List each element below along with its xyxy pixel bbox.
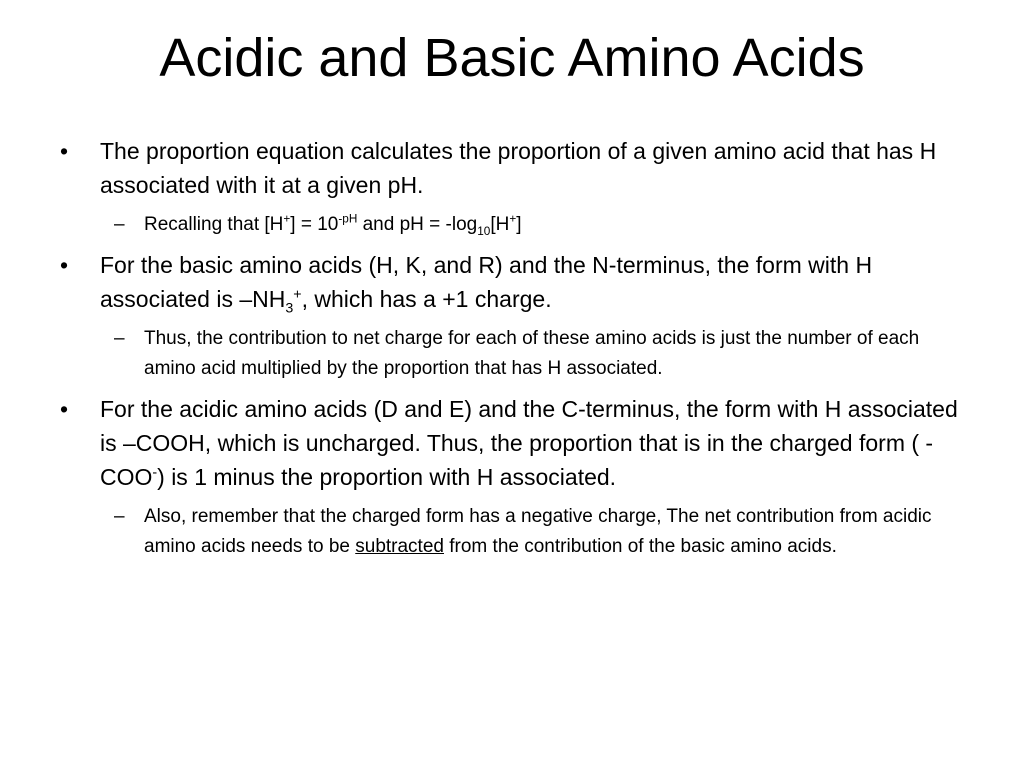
sub-bullet-1 — [60, 210, 960, 240]
bullet-marker: • — [60, 252, 69, 278]
sub-bullet-3 — [60, 502, 960, 562]
bullet-3-text: For the acidic amino acids (D and E) and the C-terminus, the form with H associated is –COOH, which is uncharged. Thus, the proportion that is in the charged form ( -COO-) is 1 minus the proportion with H associated. — [100, 396, 958, 490]
bullet-1 — [60, 134, 960, 202]
slide-title: Acidic and Basic Amino Acids — [159, 28, 865, 88]
bullet-marker: • — [60, 138, 69, 164]
sub-bullet-marker: – — [114, 214, 125, 235]
bullet-1-text: The proportion equation calculates the proportion of a given amino acid that has H associated with it at a given pH. — [100, 138, 937, 198]
slide-content — [60, 134, 960, 570]
sub-bullet-marker: – — [114, 506, 125, 527]
sub-bullet-1-text: Recalling that $[H^+] = 10^{-pH}$ and pH = $-\log_{10}[H^+]$ — [144, 212, 522, 238]
bullet-2 — [60, 248, 960, 316]
bullet-marker: • — [60, 396, 69, 422]
sub-bullet-3-text: Also, remember that the charged form has a negative charge, The net contribution from acidic amino acids needs to be subtracted from the contribution of the basic amino acids. — [144, 506, 932, 557]
sub-bullet-2 — [60, 324, 960, 384]
sub-bullet-marker: – — [114, 328, 125, 349]
sub-bullet-2-text: Thus, the contribution to net charge for each of these amino acids is just the number of each amino acid multiplied by the proportion that has H associated. — [144, 328, 920, 379]
bullet-3 — [60, 392, 960, 494]
underlined-word: subtracted — [355, 536, 444, 557]
bullet-2-text: For the basic amino acids (H, K, and R) and the N-terminus, the form with H associated is $-NH_3^+$, which has a +1 charge. — [100, 252, 873, 317]
